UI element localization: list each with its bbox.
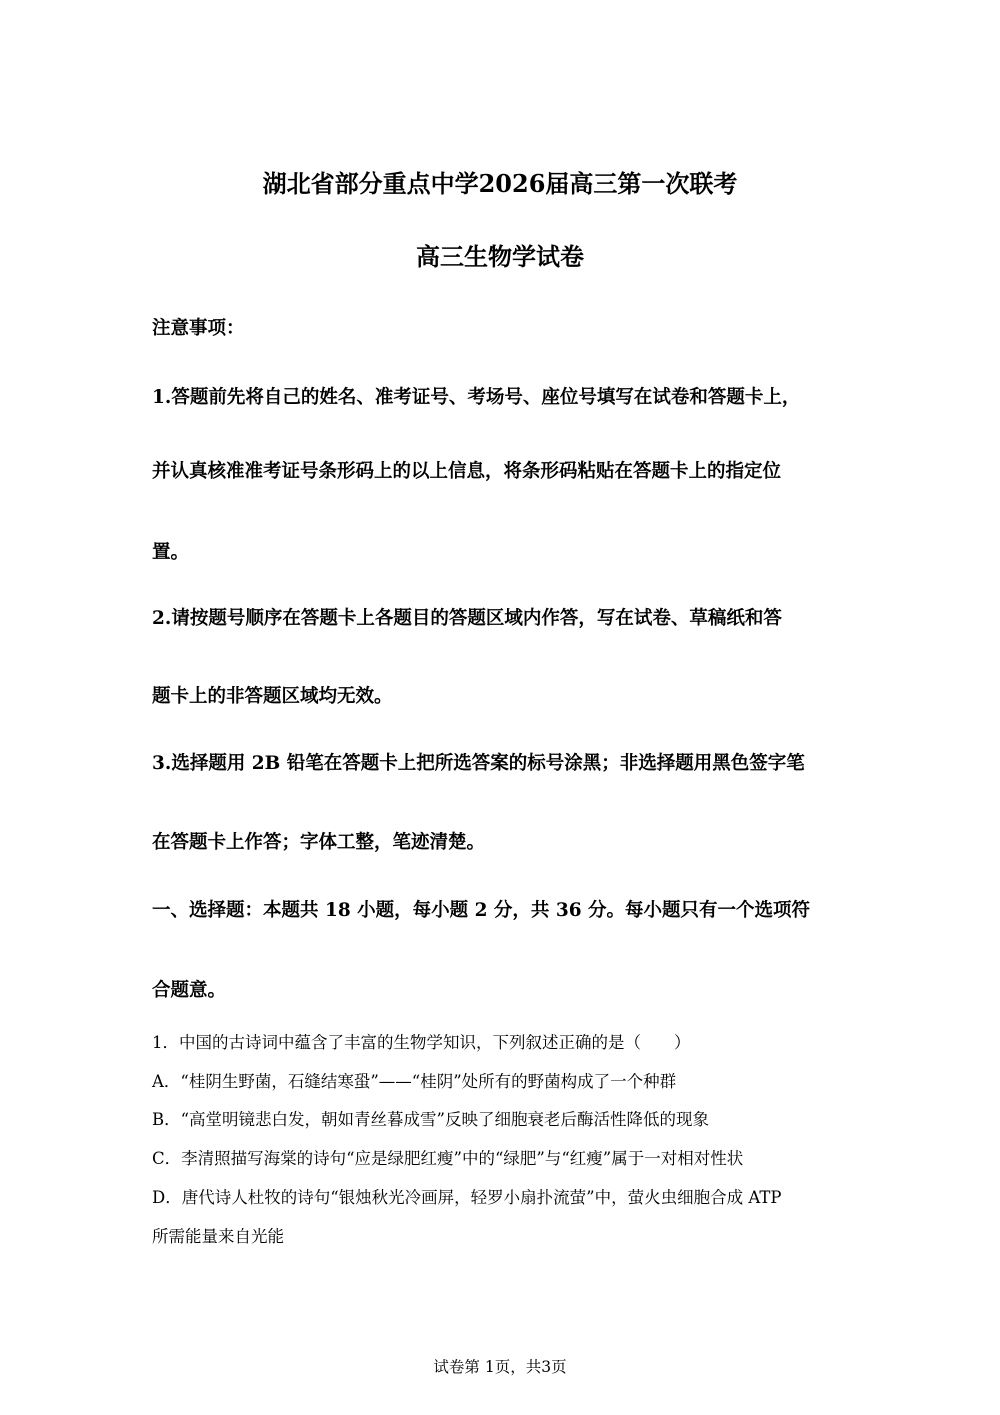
option-b: B．“高堂明镜悲白发，朝如青丝暮成雪”反映了细胞衰老后酶活性降低的现象 (152, 1110, 709, 1129)
notes-line: 题卡上的非答题区域均无效。 (152, 686, 393, 707)
notes-line: 并认真核准准考证号条形码上的以上信息，将条形码粘贴在答题卡上的指定位 (152, 461, 782, 482)
notes-line: 1.答题前先将自己的姓名、准考证号、考场号、座位号填写在试卷和答题卡上， (152, 387, 801, 408)
notes-line: 在答题卡上作答；字体工整，笔迹清楚。 (152, 832, 486, 853)
notes-line: 3.选择题用 2B 铅笔在答题卡上把所选答案的标号涂黑；非选择题用黑色签字笔 (152, 753, 805, 774)
notes-line: 置。 (152, 542, 190, 563)
exam-subtitle: 高三生物学试卷 (416, 242, 584, 271)
option-a: A．“桂阴生野菌，石缝结寒蛩”——“桂阴”处所有的野菌构成了一个种群 (152, 1072, 677, 1091)
option-d-cont: 所需能量来自光能 (152, 1227, 284, 1246)
option-d: D．唐代诗人杜牧的诗句“银烛秋光冷画屏，轻罗小扇扑流萤”中，萤火虫细胞合成 ATP (152, 1188, 782, 1207)
exam-title: 湖北省部分重点中学2026届高三第一次联考 (262, 169, 738, 198)
notes-line: 2.请按题号顺序在答题卡上各题目的答题区域内作答，写在试卷、草稿纸和答 (152, 608, 782, 629)
section-heading: 一、选择题：本题共 18 小题，每小题 2 分，共 36 分。每小题只有一个选项符 (152, 900, 811, 921)
page-number-footer: 试卷第 1页，共3页 (433, 1358, 567, 1376)
notes-heading: 注意事项： (152, 318, 245, 339)
question-stem: 1．中国的古诗词中蕴含了丰富的生物学知识，下列叙述正确的是（ ） (152, 1033, 691, 1052)
option-c: C．李清照描写海棠的诗句“应是绿肥红瘦”中的“绿肥”与“红瘦”属于一对相对性状 (152, 1149, 744, 1168)
section-heading-cont: 合题意。 (152, 980, 227, 1001)
